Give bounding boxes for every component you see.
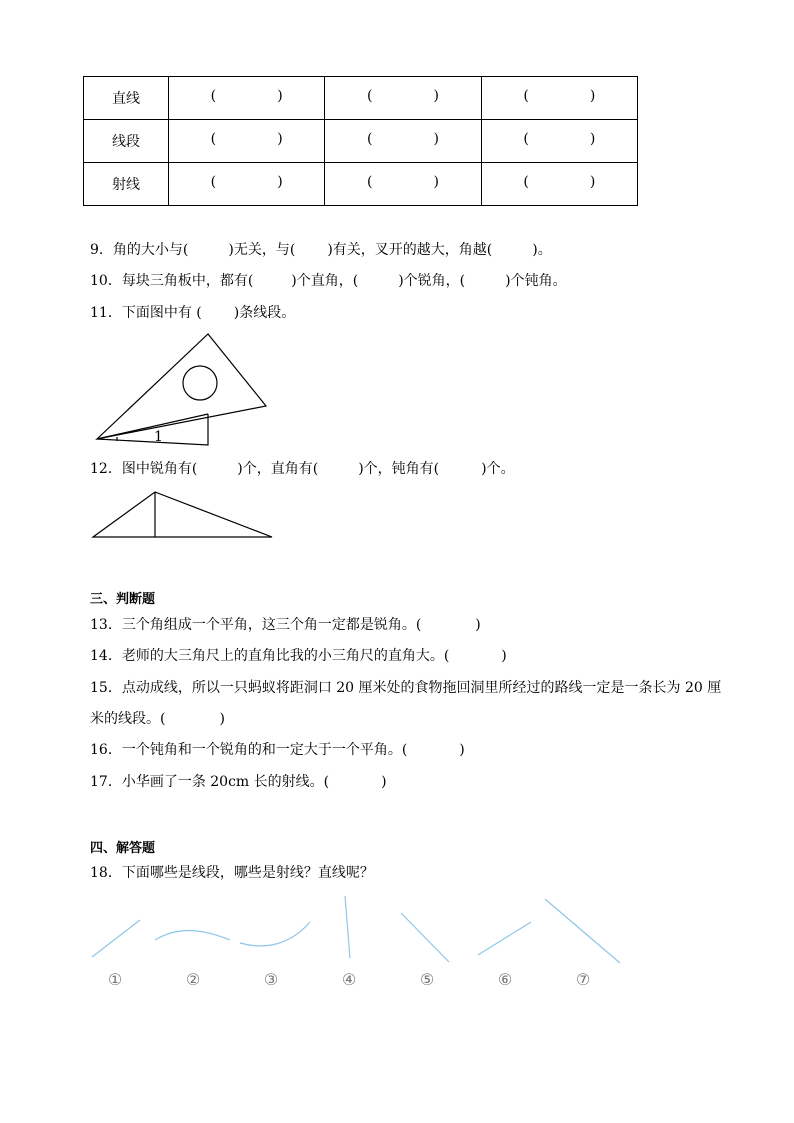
close-paren: ) (589, 174, 596, 190)
question-15-line-2 (90, 709, 225, 729)
close-paren: ) (433, 174, 439, 190)
q12-triangle (93, 492, 272, 537)
close-paren: ) (433, 88, 439, 104)
q12-text-b: )个，直角有( (237, 461, 319, 477)
q14-close: ) (501, 648, 507, 664)
close-paren: ) (433, 131, 439, 147)
q18-label-2: ② (185, 970, 201, 989)
row-label: 线段 (84, 120, 169, 163)
q12-text-d: )个。 (481, 461, 515, 477)
q18-text: 18．下面哪些是线段，哪些是射线？直线呢？ (90, 865, 374, 881)
q10-text-b: )个直角，( (291, 273, 359, 289)
q18-figure-6 (478, 922, 531, 955)
q10-text-a: 10．每块三角板中，都有( (90, 273, 254, 289)
question-16 (90, 740, 465, 760)
q12-text-c: )个，钝角有( (358, 461, 440, 477)
q18-figure-2 (155, 931, 230, 940)
q16-close: ) (459, 742, 465, 758)
open-paren: ( (366, 131, 373, 147)
close-paren: ) (589, 88, 596, 104)
q18-figure-4 (345, 896, 350, 958)
open-paren: ( (366, 174, 373, 190)
close-paren: ) (277, 131, 283, 147)
section-3-title: 三、判断题 (90, 592, 156, 607)
q18-label-4: ④ (341, 970, 357, 989)
q18-figure-1 (92, 920, 140, 957)
small-triangle-edge (97, 414, 208, 445)
q18-line-figures (92, 896, 620, 963)
q10-text-c: )个锐角，( (398, 273, 466, 289)
open-paren: ( (523, 174, 529, 190)
circle-hole (183, 366, 217, 400)
large-triangle (97, 334, 266, 439)
q9-text-d: )。 (532, 242, 552, 258)
q15-text-1: 15．点动成线，所以一只蚂蚁将距洞口 20 厘米处的食物拖回洞里所经过的路线一定是一条长为 20 厘 (90, 680, 722, 696)
q13-text: 13．三个角组成一个平角，这三个角一定都是锐角。( (90, 617, 422, 633)
q18-label-3: ③ (263, 970, 279, 989)
q15-text-2: 米的线段。( (90, 711, 166, 727)
close-paren: ) (589, 131, 596, 147)
q11-text-b: )条线段。 (233, 305, 296, 321)
q9-text-b: )无关，与( (228, 242, 296, 258)
q18-figure-3 (240, 922, 310, 946)
set-square-figure (97, 334, 266, 445)
q18-label-1: ① (107, 970, 123, 989)
q13-close: ) (475, 617, 481, 633)
q18-labels (108, 970, 590, 989)
open-paren: ( (210, 131, 217, 147)
q9-text-c: )有关，叉开的越大，角越( (327, 242, 493, 258)
q16-text: 16．一个钝角和一个锐角的和一定大于一个平角。( (90, 742, 408, 758)
open-paren: ( (210, 88, 217, 104)
q12-triangle-figure (93, 492, 272, 537)
q15-close: ) (219, 711, 225, 727)
small-triangle-hypotenuse (97, 414, 208, 439)
open-paren: ( (210, 174, 217, 190)
q9-text-a: 9．角的大小与( (90, 242, 189, 258)
open-paren: ( (523, 88, 529, 104)
question-12 (90, 459, 515, 479)
section-4-title: 四、解答题 (90, 841, 156, 856)
question-14 (90, 646, 507, 666)
q18-label-5: ⑤ (419, 970, 435, 989)
q12-text-a: 12．图中锐角有( (90, 461, 198, 477)
figure-label-1: 1 (154, 429, 163, 445)
q18-figure-7 (545, 899, 620, 963)
row-label: 直线 (84, 77, 169, 120)
question-17 (90, 772, 387, 792)
question-15-line-1 (90, 678, 721, 698)
close-paren: ) (277, 174, 283, 190)
q18-figure-5 (401, 913, 449, 962)
question-18 (90, 863, 374, 883)
row-label: 射线 (84, 163, 169, 206)
close-paren: ) (277, 88, 283, 104)
q11-text-a: 11．下面图中有 ( (90, 305, 202, 321)
q17-close: ) (381, 774, 387, 790)
q18-label-7: ⑦ (575, 970, 591, 989)
open-paren: ( (366, 88, 373, 104)
question-13 (90, 615, 481, 635)
q17-text: 17．小华画了一条 20cm 长的射线。( (90, 774, 330, 790)
open-paren: ( (523, 131, 529, 147)
q14-text: 14．老师的大三角尺上的直角比我的小三角尺的直角大。( (90, 648, 450, 664)
q18-label-6: ⑥ (497, 970, 513, 989)
q10-text-d: )个钝角。 (505, 273, 567, 289)
